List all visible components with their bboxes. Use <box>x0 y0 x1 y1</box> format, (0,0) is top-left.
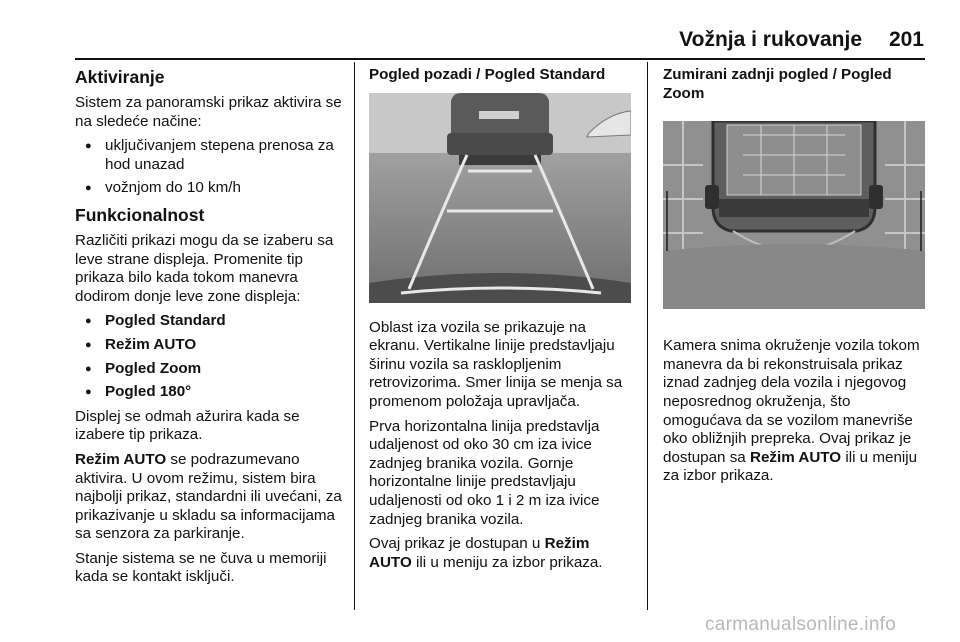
paragraph-text: Ovaj prikaz je dostupan u <box>369 535 545 553</box>
bold-text: Režim AUTO <box>749 448 842 466</box>
heading-zoom-view: Zumirani zadnji pogled / Pogled Zoom <box>663 66 892 102</box>
paragraph-activation: Sistem za panoramski prikaz aktivira se na sledeće načine: <box>75 94 342 130</box>
paragraph-text: ili u meniju za izbor prikaza. <box>411 553 603 571</box>
list-item: ● Pogled Standard <box>75 312 343 331</box>
page-number: 201 <box>888 28 924 51</box>
list-item: ● uključivanjem stepena prenosa za hod unazad <box>75 137 343 174</box>
paragraph-text: Kamera snima okruženje vozila tokom manevra da bi rekonstruisala prikaz iznad zadnjeg dela vozila i njegovog neposrednog okruženja, što omogućava da se vozilom manevriše oko obližnjih prepreka. Ovaj prikaz je dostupan sa <box>663 337 920 466</box>
paragraph-rear-1: Oblast iza vozila se prikazuje na ekranu. Vertikalne linije predstavljaju širinu vozila sa rasklopljenim retrovizorima. Smer linija se menja sa promenom položaja upravljača. <box>369 318 623 410</box>
paragraph-rear-3 <box>369 535 635 572</box>
paragraph-update: Displej se odmah ažurira kada se izabere tip prikaza. <box>75 407 300 444</box>
watermark: carmanualsonline.info <box>705 614 897 635</box>
heading-aktiviranje: Aktiviranje <box>75 67 165 87</box>
column-3 <box>663 66 925 492</box>
list-item: ● vožnjom do 10 km/h <box>75 179 343 198</box>
paragraph-views: Različiti prikazi mogu da se izaberu sa leve strane displeja. Promenite tip prikaza bilo kada tokom manevra dodirom donje leve zone displeja: <box>75 231 334 305</box>
rear-camera-standard-image <box>369 93 631 303</box>
header-rule <box>75 58 925 60</box>
list-item: ● Pogled 180° <box>75 383 343 402</box>
column-2 <box>369 66 635 578</box>
paragraph-rear-2: Prva horizontalna linija predstavlja udaljenost od oko 30 cm iza ivice zadnjeg branika vozila. Gornje horizontalne linije predstavljaju udaljenosti od oko 1 i 2 m iza ivice zadnjeg branika vozila. <box>369 417 600 528</box>
rear-camera-zoom-image <box>663 121 925 309</box>
list-item: ● Pogled Zoom <box>75 360 343 379</box>
heading-rear-view: Pogled pozadi / Pogled Standard <box>369 66 606 83</box>
list-item: ● Režim AUTO <box>75 336 343 355</box>
column-divider-1 <box>354 62 355 610</box>
view-types-list <box>75 312 343 401</box>
heading-funkcionalnost: Funkcionalnost <box>75 204 205 225</box>
paragraph-text: se podrazumevano aktivira. U ovom režimu, sistem bira najbolji prikaz, standardni ili uvećani, za prikazivanje u skladu sa informacijama sa senzora za parkiranje. <box>75 450 342 543</box>
bold-text: Režim AUTO <box>75 450 167 468</box>
bold-text: Režim AUTO <box>369 535 590 571</box>
page-header-title: Vožnja i rukovanje <box>679 28 862 51</box>
column-divider-2 <box>647 62 648 610</box>
activation-list <box>75 137 343 198</box>
paragraph-zoom-1 <box>663 337 925 486</box>
paragraph-auto <box>75 451 343 544</box>
paragraph-memory: Stanje sistema se ne čuva u memoriji kada se kontakt isključi. <box>75 549 327 586</box>
paragraph-text: ili u meniju za izbor prikaza. <box>663 448 918 485</box>
column-1 <box>75 66 343 593</box>
